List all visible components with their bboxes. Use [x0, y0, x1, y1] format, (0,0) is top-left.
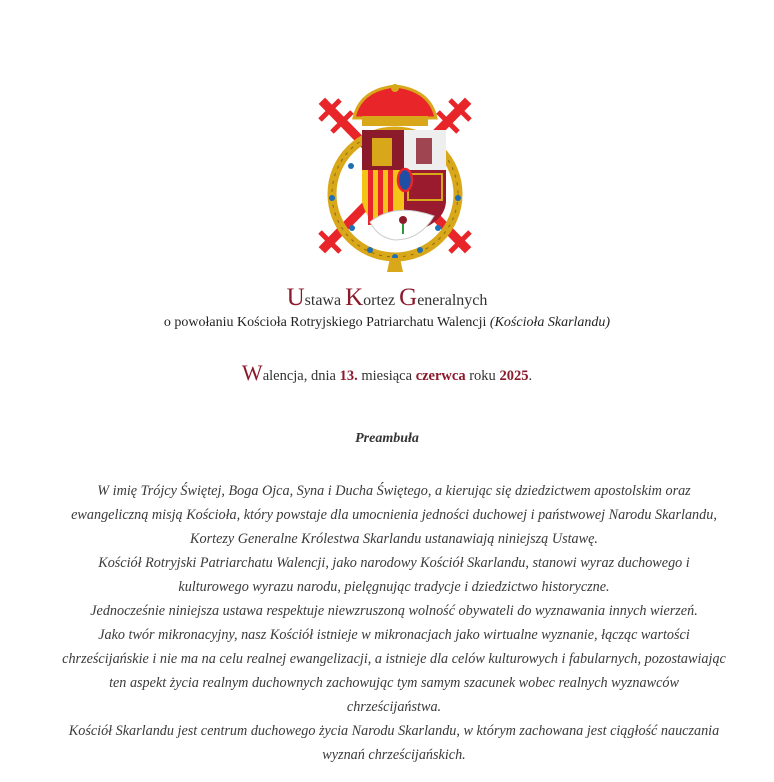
- preamble-body: [62, 479, 726, 767]
- coat-of-arms-emblem: [310, 82, 480, 282]
- date-initial: W: [241, 360, 263, 385]
- date-year-word: roku: [469, 368, 496, 384]
- preamble-paragraph: Kościół Rotryjski Patriarchatu Walencji, jako narodowy Kościół Skarlandu, stanowi wyraz duchowego i kulturowego wyrazu narodu, pielęgnując tradycje i dziedzictwo historyczne.: [98, 555, 690, 595]
- preamble-heading: Preambuła: [355, 431, 419, 446]
- title-initial: U: [286, 284, 305, 311]
- title-initial: G: [399, 284, 418, 311]
- document-date: [0, 360, 774, 386]
- date-month-word: miesiąca: [361, 368, 413, 384]
- document-title: [0, 284, 774, 312]
- title-word: eneralnych: [417, 292, 488, 309]
- date-year: 2025: [499, 368, 529, 384]
- preamble-paragraph: Kościół Skarlandu jest centrum duchowego życia Narodu Skarlandu, w którym zachowana jest ciągłość nauczania wyznań chrześcijańskich.: [68, 723, 720, 763]
- subtitle-text: o powołaniu Kościoła Rotryjskiego Patriarchatu Walencji: [163, 315, 487, 330]
- document-subtitle: [0, 315, 774, 331]
- date-month: czerwca: [415, 368, 466, 384]
- preamble-paragraph: Jako twór mikronacyjny, nasz Kościół istnieje w mikronacjach jako wirtualne wyznanie, łącząc wartości chrześcijańskie i nie ma na celu realnej ewangelizacji, a istnieje dla celów kulturowych i fabularnych, pozostawiając ten aspekt życia realnym duchownych zachowując tym samym szacunek wobec realnych wyznawców chrześcijaństwa.: [62, 627, 726, 715]
- subtitle-italic: (Kościoła Skarlandu): [489, 315, 611, 330]
- date-end: .: [528, 368, 533, 384]
- preamble-paragraph: Jednocześnie niniejsza ustawa respektuje niewzruszoną wolność obywateli do wyznawania innych wierzeń.: [90, 603, 698, 619]
- title-initial: K: [345, 284, 364, 311]
- date-day: 13.: [339, 368, 358, 384]
- title-word: ortez: [363, 292, 400, 309]
- title-word: stawa: [304, 292, 346, 309]
- preamble-paragraph: W imię Trójcy Świętej, Boga Ojca, Syna i Ducha Świętego, a kierując się dziedzictwem apostolskim oraz ewangeliczną misją Kościoła, który powstaje dla umocnienia jedności duchowej i państwowej Narodu Skarlandu, Kortezy Generalne Królestwa Skarlandu ustanawiają niniejszą Ustawę.: [71, 483, 717, 547]
- date-city: alencja, dnia: [262, 368, 336, 384]
